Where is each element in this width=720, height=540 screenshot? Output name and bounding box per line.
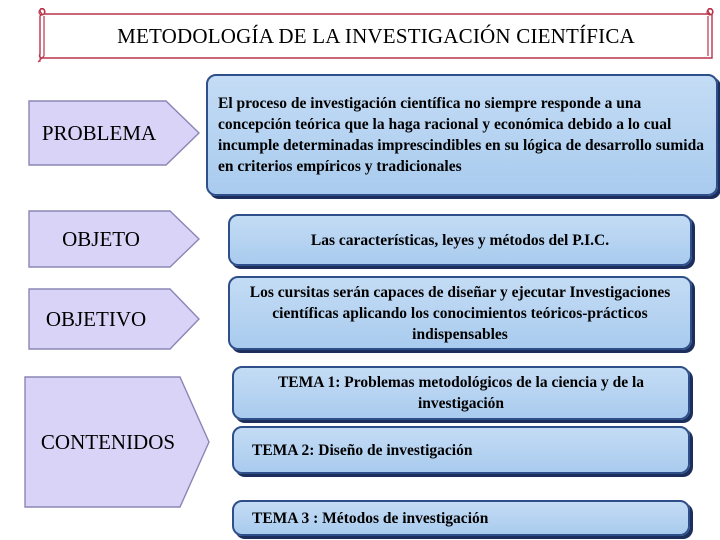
tema-3-box (232, 500, 690, 536)
label-contenidos (24, 376, 210, 508)
label-objeto (28, 210, 200, 268)
title-banner (34, 8, 718, 64)
tema-2-box (232, 426, 690, 474)
label-objetivo-text: OBJETIVO (45, 306, 147, 331)
label-objetivo (28, 288, 200, 350)
page-title: METODOLOGÍA DE LA INVESTIGACIÓN CIENTÍFICA (117, 23, 635, 48)
objeto-description (228, 214, 692, 266)
tema-1-text: TEMA 1: Problemas metodológicos de la ciencia y de la investigación (277, 374, 645, 412)
problema-text: El proceso de investigación científica no siempre responde a una concepción teórica que la haga racional y económica debido a lo cual incumple determinadas imprescindibles en su lógica de desarrollo sumida en criterios empíricos y tradicionales (218, 95, 704, 175)
problema-description (206, 74, 718, 196)
tema-3-text: TEMA 3 : Métodos de investigación (252, 509, 489, 527)
label-problema-text: PROBLEMA (41, 120, 157, 145)
objetivo-text: Los cursitas serán capaces de diseñar y ejecutar Investigaciones científicas aplicando los conocimientos teóricos-prácticos indispensables (249, 283, 671, 343)
tema-1-box (232, 366, 690, 420)
label-objeto-text: OBJETO (62, 226, 140, 251)
objetivo-description (228, 276, 692, 350)
label-contenidos-text: CONTENIDOS (40, 429, 176, 454)
tema-2-text: TEMA 2: Diseño de investigación (252, 441, 473, 459)
label-problema (28, 100, 200, 166)
objeto-text: Las características, leyes y métodos del P.I.C. (310, 231, 610, 249)
